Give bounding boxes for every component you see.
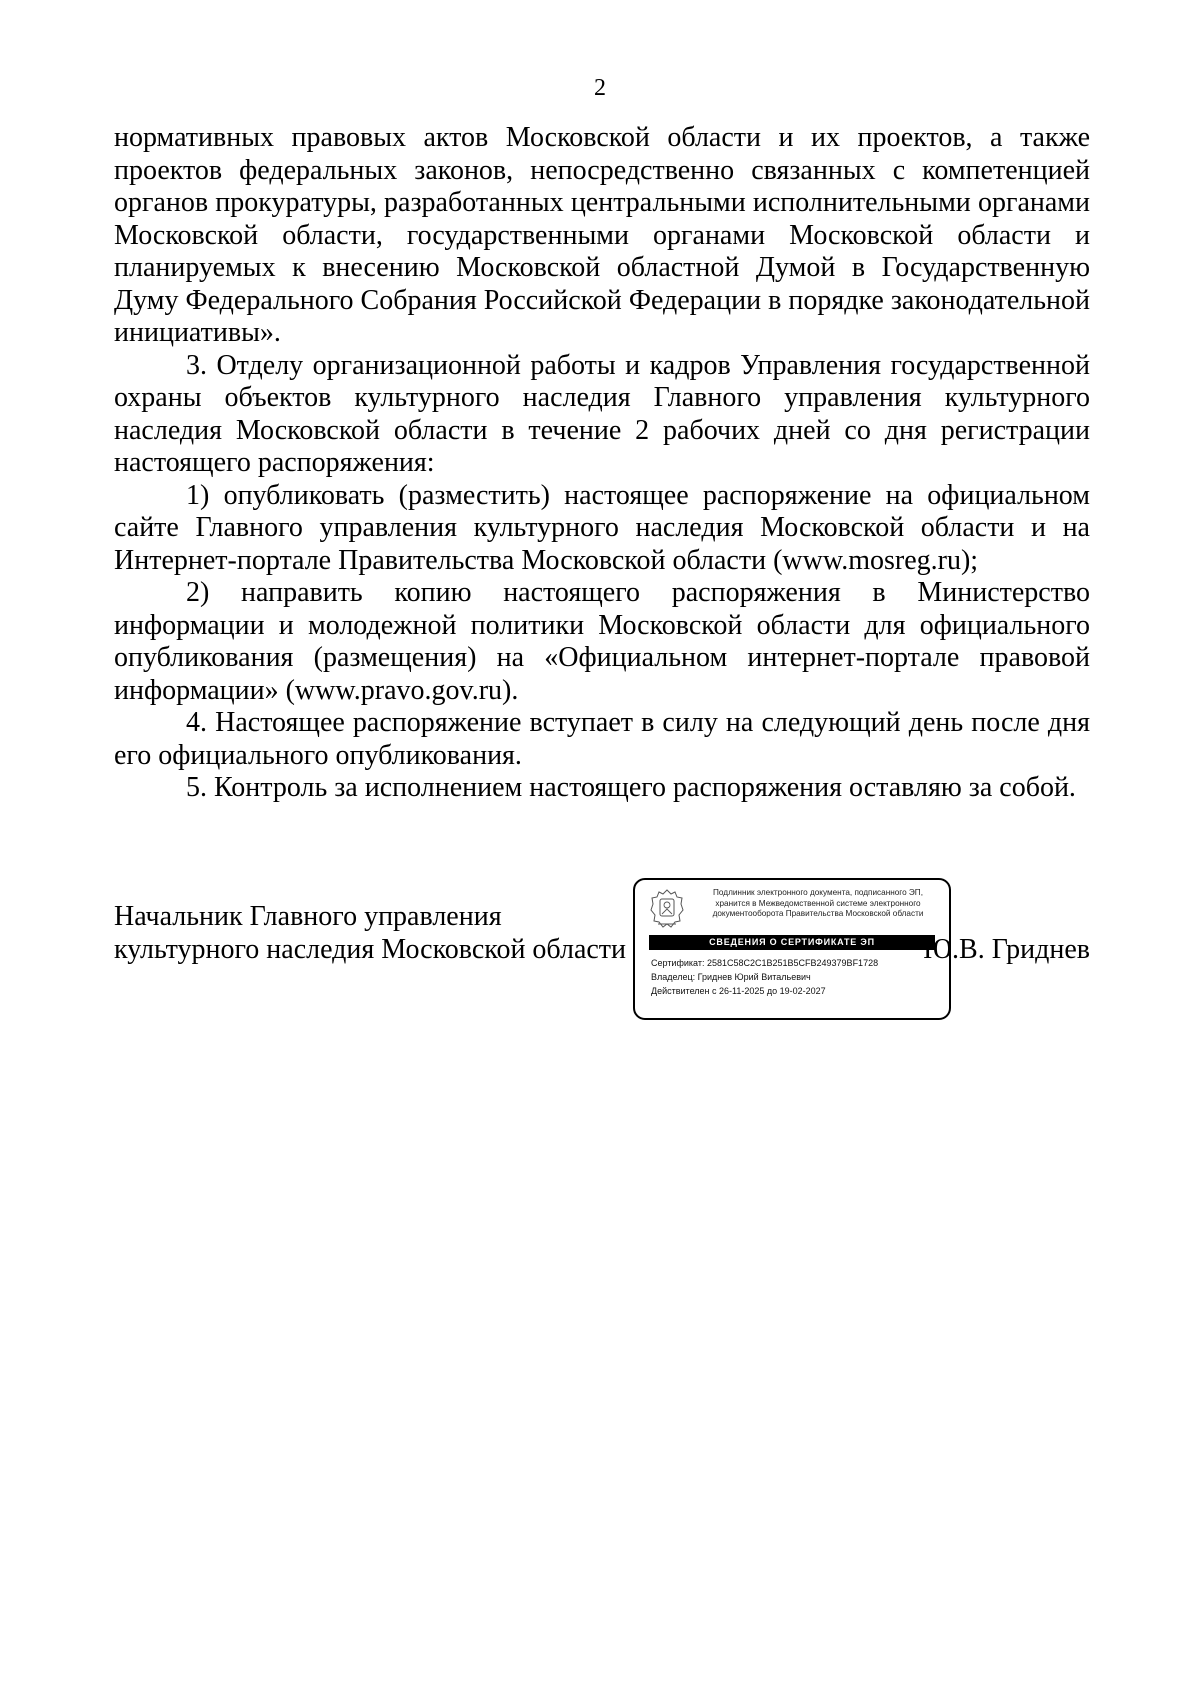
- signature-block: [114, 878, 1090, 1038]
- page-number: 2: [594, 75, 606, 101]
- stamp-details: [651, 956, 941, 998]
- paragraph-continuation: нормативных правовых актов Московской области и их проектов, а также проектов федеральных законов, непосредственно связанных с компетенцией органов прокуратуры, разработанных центральными исполнительными органами Московской области, государственными органами Московской области и планируемых к внесению Московской областной Думой в Государственную Думу Федерального Собрания Российской Федерации в порядке законодательной инициативы».: [114, 122, 1090, 348]
- signer-title-line-1: Начальник Главного управления: [114, 901, 502, 932]
- stamp-owner: Владелец: Гриднев Юрий Витальевич: [651, 972, 811, 982]
- signer-title: [114, 901, 626, 966]
- stamp-validity: Действителен с 26-11-2025 до 19-02-2027: [651, 986, 826, 996]
- electronic-signature-stamp: [633, 878, 951, 1020]
- stamp-note-line-1: Подлинник электронного документа, подписанного ЭП,: [713, 888, 923, 897]
- signer-name: Ю.В. Гриднев: [923, 934, 1090, 965]
- paragraph-subitem-2: 2) направить копию настоящего распоряжения в Министерство информации и молодежной политики Московской области для официального опубликования (размещения) на «Официальном интернет-портале правовой информации» (www.pravo.gov.ru).: [114, 577, 1090, 706]
- coat-of-arms-icon: [649, 888, 685, 930]
- signer-title-line-2: культурного наследия Московской области: [114, 933, 627, 965]
- stamp-note-line-2: хранится в Межведомственной системе электронного: [715, 898, 921, 908]
- paragraph-item-5: 5. Контроль за исполнением настоящего распоряжения оставляю за собой.: [186, 772, 1076, 803]
- paragraph-item-3: 3. Отделу организационной работы и кадров Управления государственной охраны объектов культурного наследия Главного управления культурного наследия Московской области в течение 2 рабочих дней со дня регистрации настоящего распоряжения:: [114, 349, 1090, 478]
- paragraph-item-4: 4. Настоящее распоряжение вступает в силу на следующий день после дня его официального опубликования.: [114, 707, 1090, 771]
- document-body: [114, 122, 1090, 805]
- paragraph-subitem-1: 1) опубликовать (разместить) настоящее распоряжение на официальном сайте Главного управления культурного наследия Московской области и на Интернет-портале Правительства Московской области (www.mosreg.ru);: [114, 479, 1090, 576]
- stamp-certificate: Сертификат: 2581C58C2C1B251B5CFB249379BF1728: [651, 958, 879, 968]
- stamp-header: СВЕДЕНИЯ О СЕРТИФИКАТЕ ЭП: [649, 935, 935, 950]
- stamp-note-line-3: документооборота Правительства Московской области: [712, 909, 924, 918]
- stamp-note: [689, 888, 947, 920]
